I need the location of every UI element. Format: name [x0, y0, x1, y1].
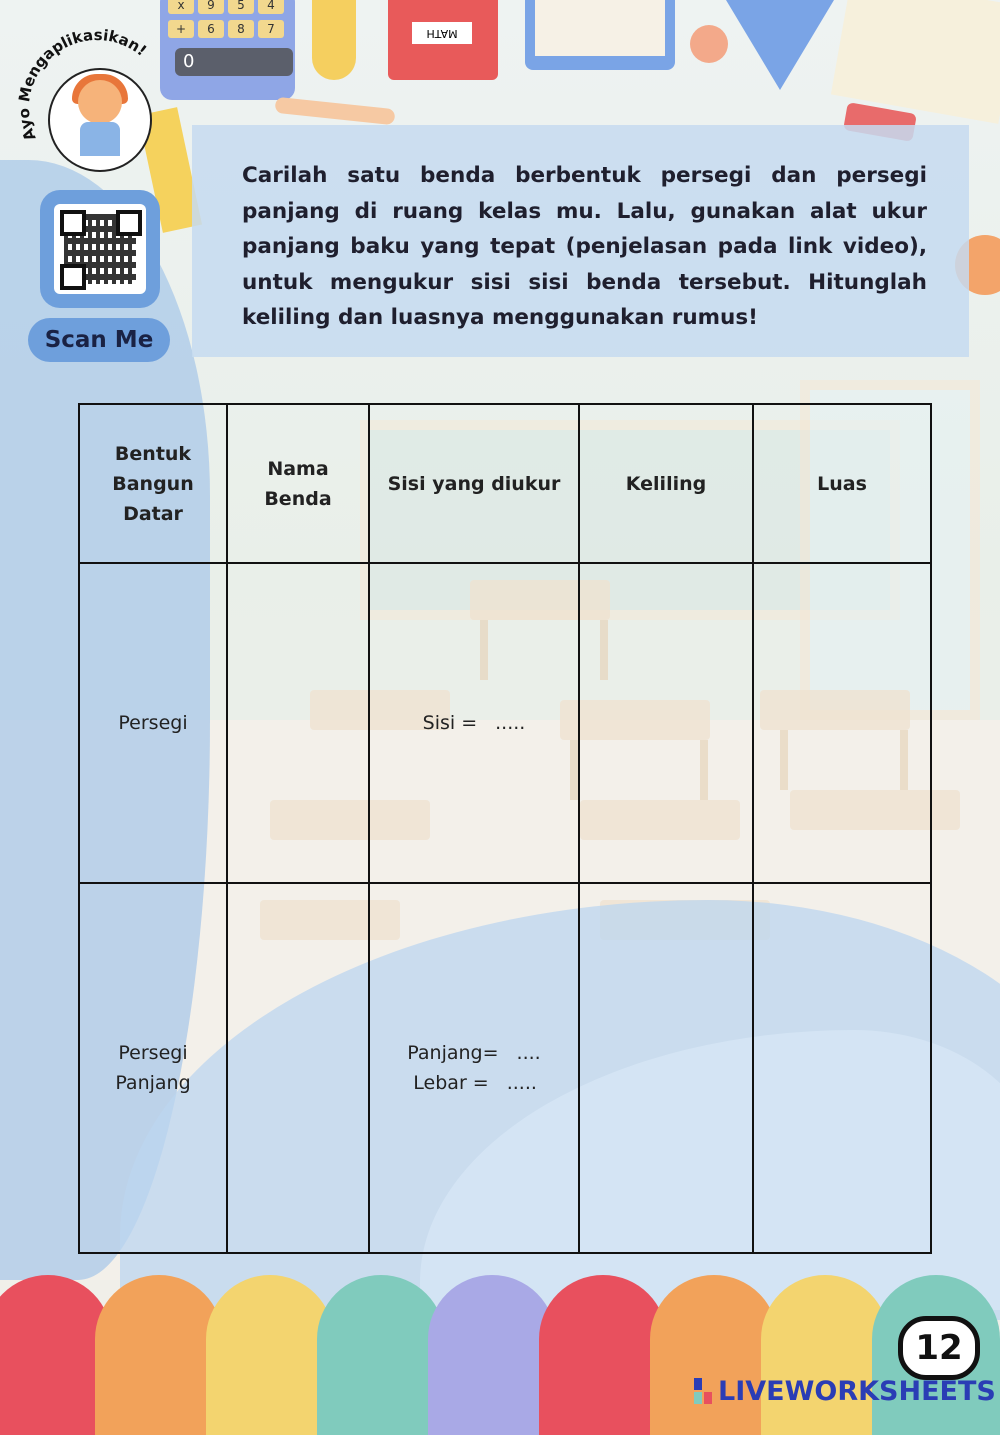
sisi-cell [369, 883, 579, 1253]
footer-arch [539, 1275, 667, 1435]
qr-code-frame[interactable] [40, 190, 160, 308]
abacus-illustration [525, 0, 675, 70]
footer-arch [95, 1275, 223, 1435]
measure-label: Lebar = [413, 1072, 489, 1094]
calculator-key: 4 [258, 0, 284, 14]
header-bentuk-bangun-datar: Bentuk Bangun Datar [79, 404, 227, 563]
measure-line [423, 708, 526, 738]
qr-corner-marker [60, 210, 86, 236]
instruction-box [192, 125, 969, 357]
book-label: MATH [412, 22, 472, 44]
abacus-beads [535, 0, 665, 56]
nama-benda-input-cell[interactable] [227, 883, 369, 1253]
luas-input-cell[interactable] [753, 883, 931, 1253]
table-row [79, 883, 931, 1253]
measure-line [407, 1068, 540, 1098]
character-face [78, 80, 122, 124]
calculator-key: 8 [228, 20, 254, 38]
ayo-mengaplikasikan-badge [8, 8, 168, 168]
thermometer-illustration [312, 0, 356, 80]
luas-input-cell[interactable] [753, 563, 931, 883]
header-keliling: Keliling [579, 404, 753, 563]
measure-value-input[interactable]: ..... [495, 712, 526, 734]
calculator-key: 7 [258, 20, 284, 38]
svg-text:Ayo Mengaplikasikan!: Ayo Mengaplikasikan! [14, 25, 151, 144]
calculator-key: 5 [228, 0, 254, 14]
header-nama-benda: Nama Benda [227, 404, 369, 563]
qr-corner-marker [60, 264, 86, 290]
measure-label: Panjang= [407, 1042, 499, 1064]
calculator-key: 6 [198, 20, 224, 38]
calculator-screen: 0 [175, 48, 293, 76]
footer-arch [317, 1275, 445, 1435]
badge-circle [48, 68, 152, 172]
math-book-illustration [388, 0, 498, 80]
measure-value-input[interactable]: ..... [506, 1072, 537, 1094]
set-square-illustration [720, 0, 840, 90]
liveworksheets-logo-icon [694, 1378, 712, 1404]
table-header-row [79, 404, 931, 563]
measure-value-input[interactable]: .... [516, 1042, 541, 1064]
header-sisi-yang-diukur: Sisi yang diukur [369, 404, 579, 563]
shape-cell: Persegi [79, 563, 227, 883]
calculator-key: 9 [198, 0, 224, 14]
qr-corner-marker [116, 210, 142, 236]
qr-code[interactable] [54, 204, 146, 294]
nama-benda-input-cell[interactable] [227, 563, 369, 883]
measure-label: Sisi = [422, 712, 478, 734]
keliling-input-cell[interactable] [579, 563, 753, 883]
calculator-key: + [168, 20, 194, 38]
footer-arch [428, 1275, 556, 1435]
character-body [80, 122, 120, 156]
keliling-input-cell[interactable] [579, 883, 753, 1253]
calculator-illustration [160, 0, 295, 100]
sisi-cell [369, 563, 579, 883]
shape-cell: Persegi Panjang [79, 883, 227, 1253]
measure-line [407, 1038, 540, 1068]
page-number: 12 [898, 1316, 980, 1380]
header-luas: Luas [753, 404, 931, 563]
footer-arch [761, 1275, 889, 1435]
instruction-text: Carilah satu benda berbentuk persegi dan persegi panjang di ruang kelas mu. Lalu, gunakan alat ukur panjang baku yang tepat (penjelasan pada link video), untuk mengukur sisi sisi benda tersebut. Hitunglah keliling dan luasnya menggunakan rumus! [242, 163, 927, 330]
liveworksheets-brand: LIVEWORKSHEETS [718, 1376, 996, 1407]
measurement-table [78, 403, 932, 1254]
footer-arch [650, 1275, 778, 1435]
scan-me-button[interactable]: Scan Me [28, 318, 170, 362]
table-row [79, 563, 931, 883]
footer-arch [206, 1275, 334, 1435]
calculator-key: x [168, 0, 194, 14]
